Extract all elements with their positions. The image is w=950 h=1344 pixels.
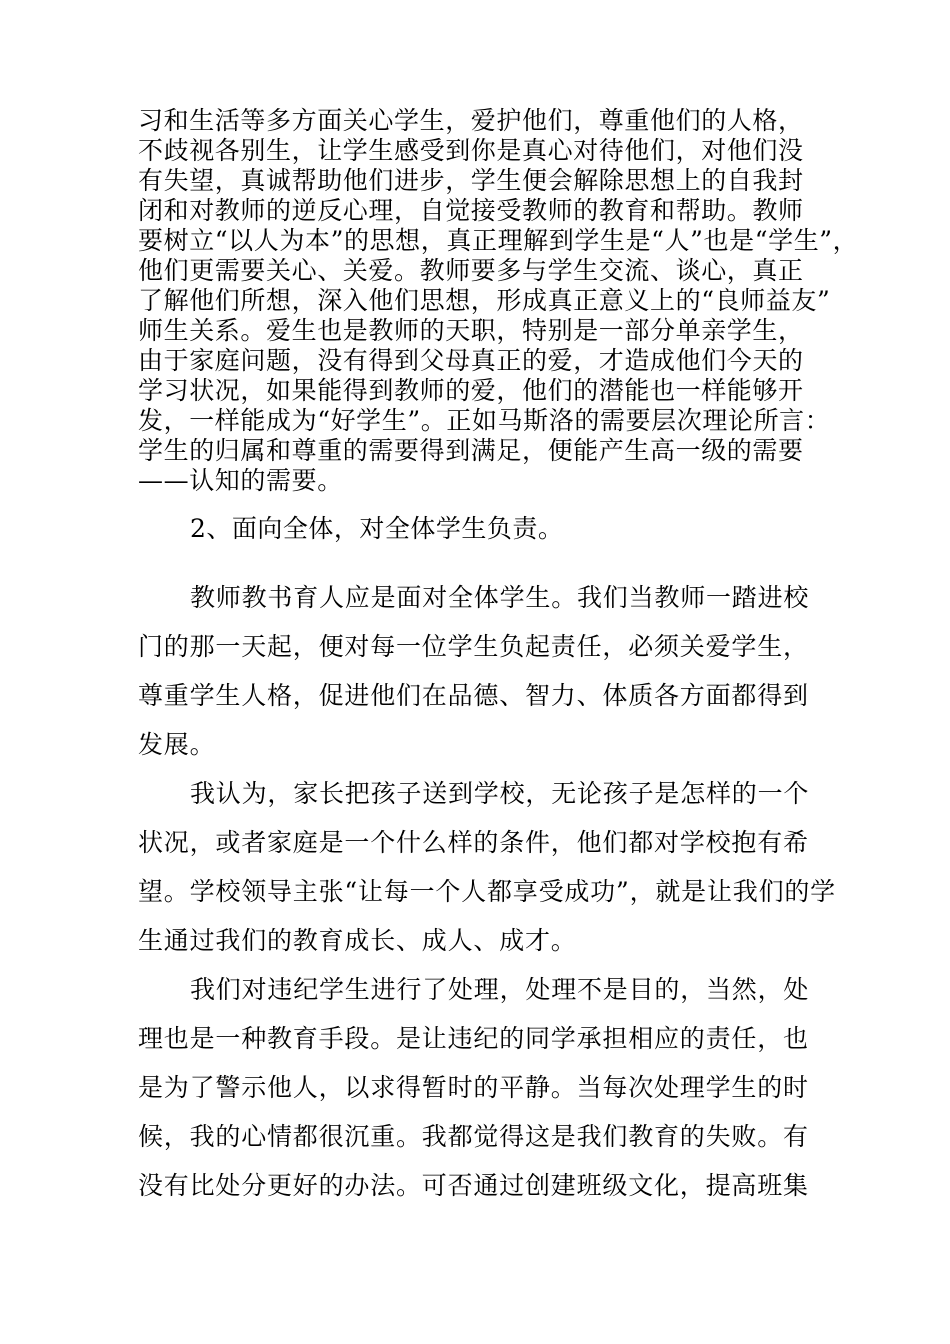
text-line: 我们对违纪学生进行了处理，处理不是目的，当然，处 (190, 975, 810, 1004)
text-line: 要树立“以人为本”的思想，真正理解到学生是“人”也是“学生”， (138, 226, 859, 255)
text-line: 望。学校领导主张“让每一个人都享受成功”，就是让我们的学 (138, 877, 836, 906)
text-line: 学习状况，如果能得到教师的爱，他们的潜能也一样能够开 (138, 376, 804, 405)
text-line: 闭和对教师的逆反心理，自觉接受教师的教育和帮助。教师 (138, 196, 804, 225)
text-line: 理也是一种教育手段。是让违纪的同学承担相应的责任，也 (138, 1024, 809, 1053)
text-line: 发展。 (138, 730, 216, 759)
text-line: 尊重学生人格，促进他们在品德、智力、体质各方面都得到 (138, 681, 809, 710)
text-line: ——认知的需要。 (138, 466, 343, 495)
text-line: 习和生活等多方面关心学生，爱护他们，尊重他们的人格， (138, 106, 804, 135)
text-line: 我认为，家长把孩子送到学校，无论孩子是怎样的一个 (190, 779, 810, 808)
text-line: 教师教书育人应是面对全体学生。我们当教师一踏进校 (190, 583, 810, 612)
text-line: 有失望，真诚帮助他们进步，学生便会解除思想上的自我封 (138, 166, 804, 195)
text-line: 由于家庭问题，没有得到父母真正的爱，才造成他们今天的 (138, 346, 804, 375)
text-line: 状况，或者家庭是一个什么样的条件，他们都对学校抱有希 (138, 828, 809, 857)
text-line: 了解他们所想，深入他们思想，形成真正意义上的“良师益友” (138, 286, 831, 315)
text-line: 候，我的心情都很沉重。我都觉得这是我们教育的失败。有 (138, 1122, 809, 1151)
text-line: 没有比处分更好的办法。可否通过创建班级文化，提高班集 (138, 1171, 809, 1200)
text-line: 门的那一天起，便对每一位学生负起责任，必须关爱学生， (138, 632, 809, 661)
text-line: 他们更需要关心、关爱。教师要多与学生交流、谈心，真正 (138, 256, 804, 285)
text-line: 发，一样能成为“好学生”。正如马斯洛的需要层次理论所言： (138, 406, 831, 435)
text-line: 是为了警示他人，以求得暂时的平静。当每次处理学生的时 (138, 1073, 809, 1102)
text-line: 学生的归属和尊重的需要得到满足，便能产生高一级的需要 (138, 436, 804, 465)
text-line: 生通过我们的教育成长、成人、成才。 (138, 926, 577, 955)
section-heading: 2、面向全体，对全体学生负责。 (190, 514, 564, 543)
text-line: 师生关系。爱生也是教师的天职，特别是一部分单亲学生， (138, 316, 804, 345)
text-line: 不歧视各别生，让学生感受到你是真心对待他们，对他们没 (138, 136, 804, 165)
